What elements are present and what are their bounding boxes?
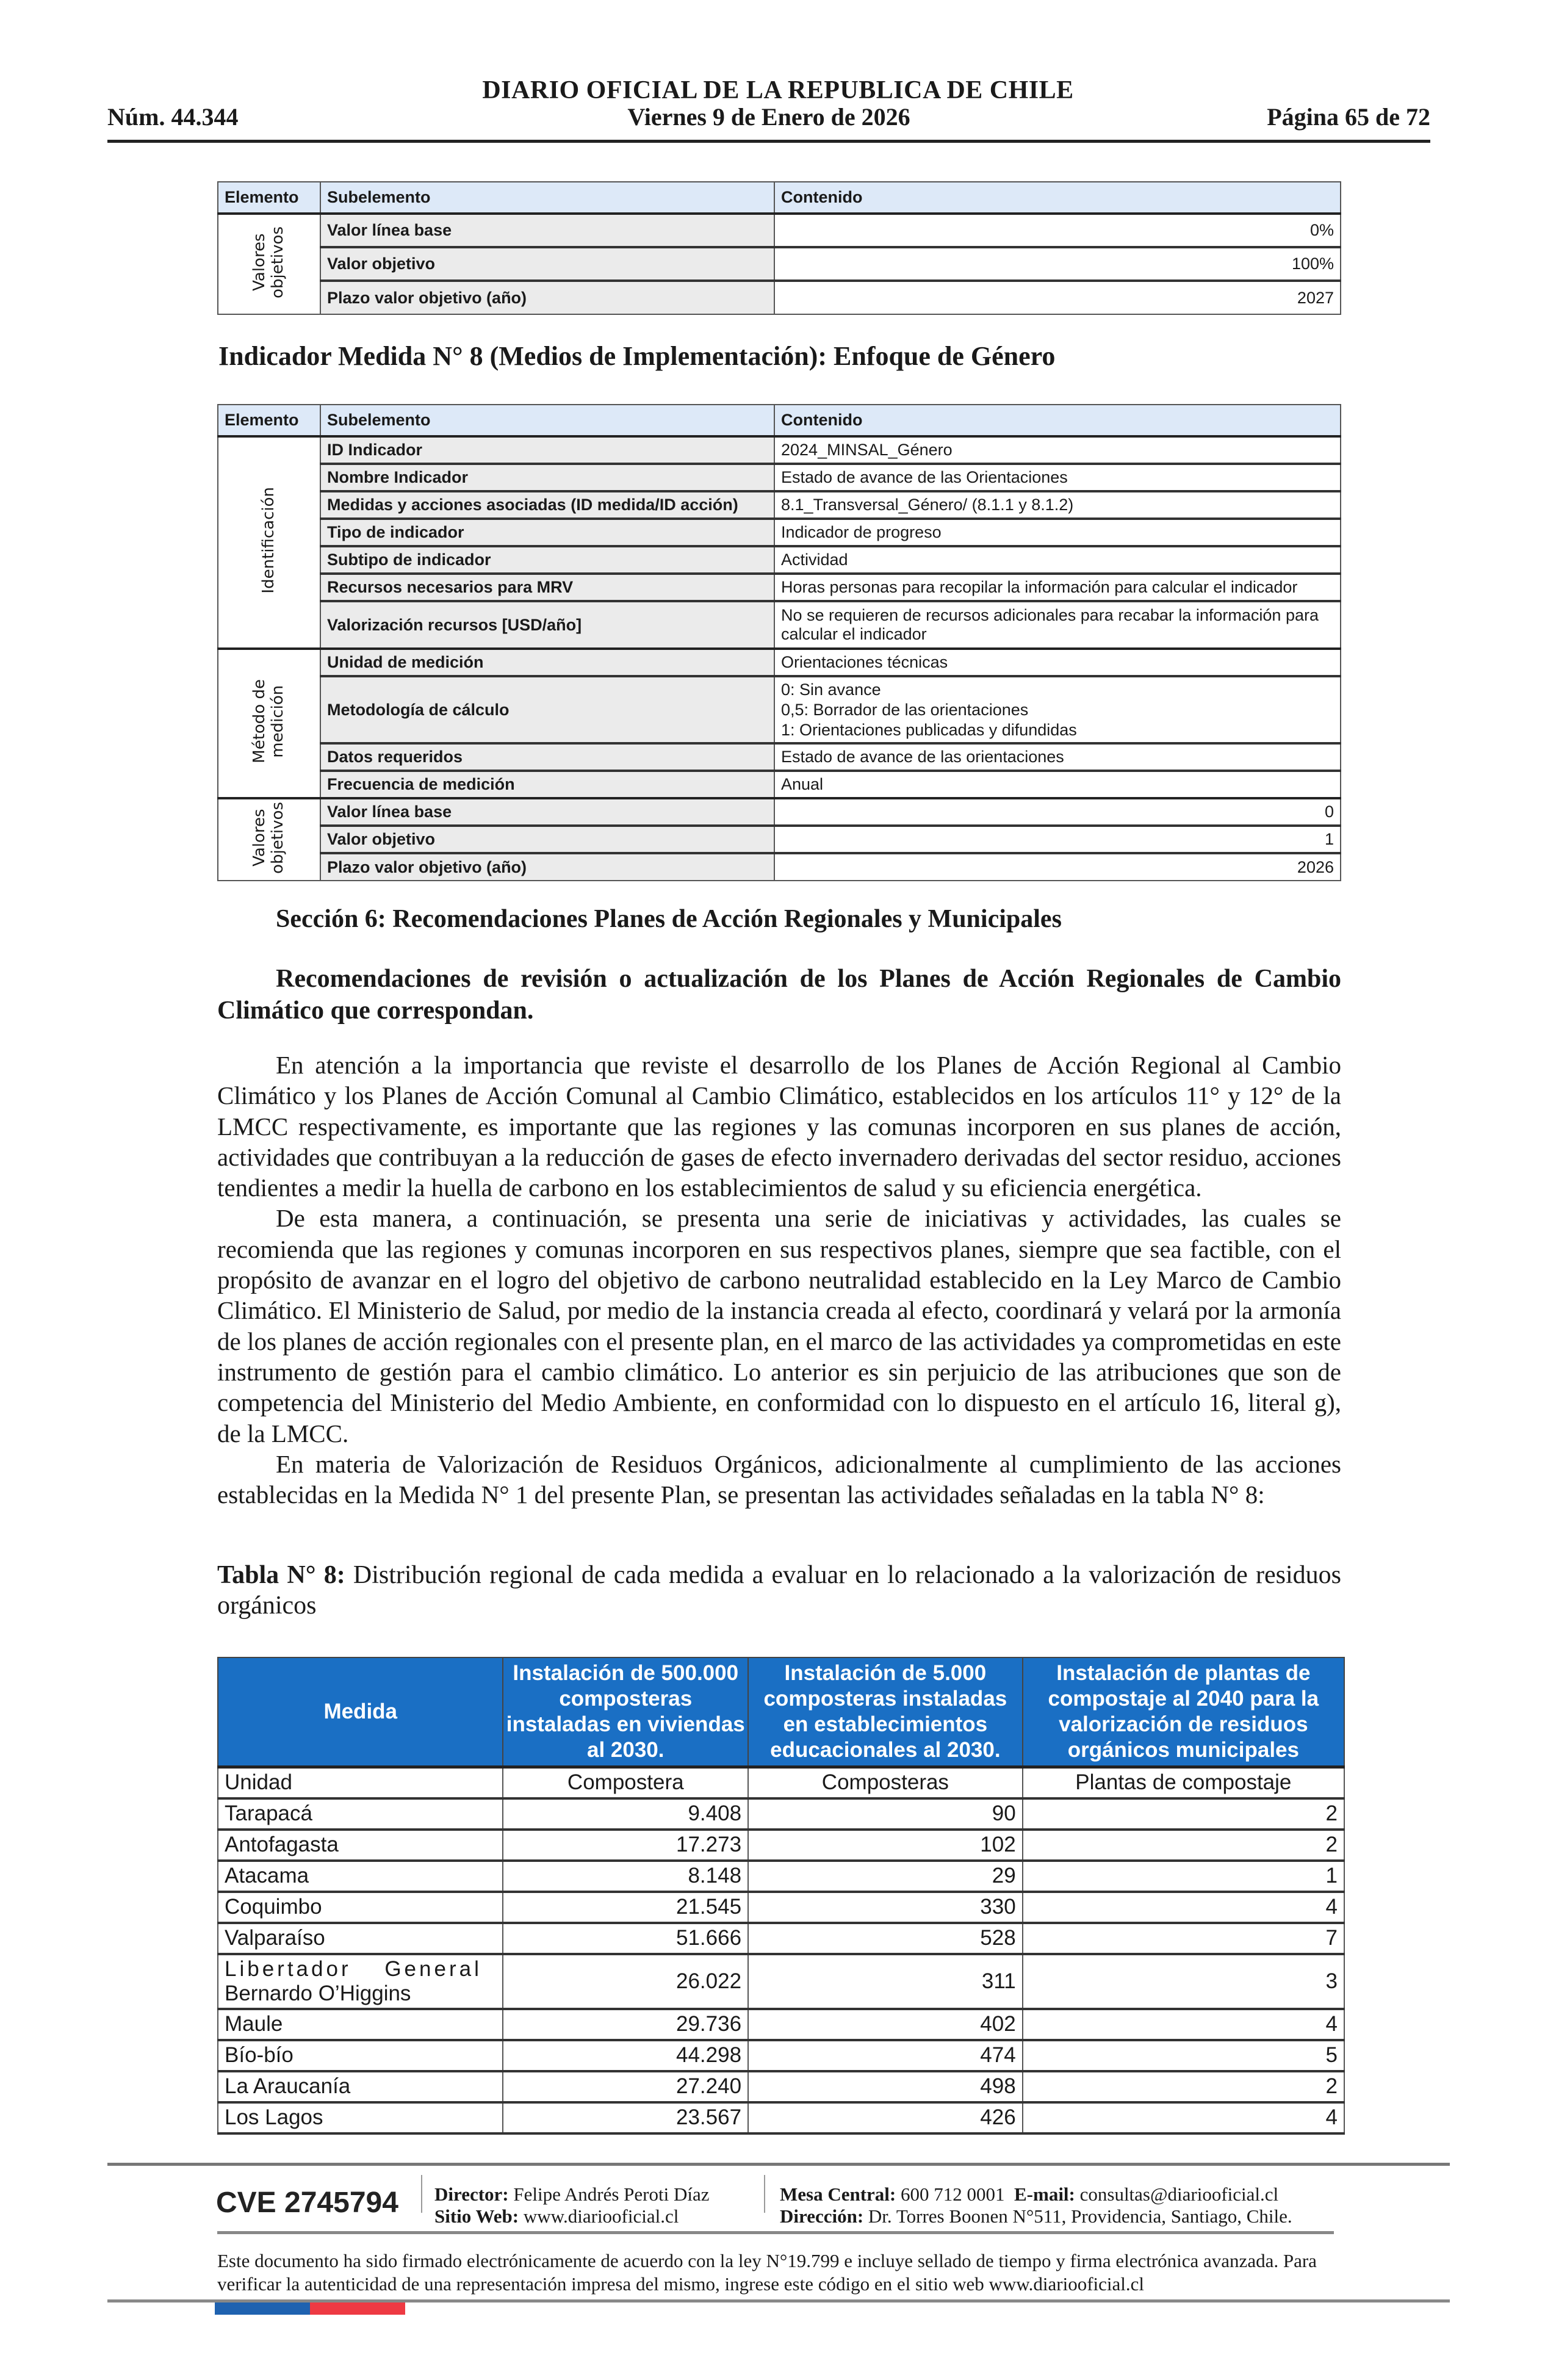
table-row xyxy=(218,601,1341,649)
cell-value: 2 xyxy=(1023,2071,1344,2102)
footer-separator xyxy=(421,2175,422,2213)
method-line: 1: Orientaciones publicadas y difundidas xyxy=(781,720,1077,739)
phone-label: Mesa Central: xyxy=(780,2183,896,2205)
cell-value: 3 xyxy=(1023,1954,1344,2009)
cell-value: 498 xyxy=(748,2071,1023,2102)
col-header-subelemento: Subelemento xyxy=(320,405,774,436)
subelement-label: Medidas y acciones asociadas (ID medida/ID acción) xyxy=(320,491,774,519)
subelement-label: Plazo valor objetivo (año) xyxy=(320,281,774,314)
cell-value: 27.240 xyxy=(503,2071,748,2102)
content-value: 2027 xyxy=(774,281,1341,314)
table-row xyxy=(218,546,1341,574)
col-header-elemento: Elemento xyxy=(218,405,320,436)
section-body xyxy=(217,1050,1341,1510)
email-link[interactable]: consultas@diariooficial.cl xyxy=(1075,2183,1279,2205)
table-row xyxy=(218,853,1341,881)
content-value: 0% xyxy=(774,214,1341,247)
indicator-heading: Indicador Medida N° 8 (Medios de Implementación): Enfoque de Género xyxy=(218,341,1056,371)
table-header-row xyxy=(218,1657,1344,1767)
col-header-contenido: Contenido xyxy=(774,182,1341,214)
table-row xyxy=(218,464,1341,491)
table-caption-text: Distribución regional de cada medida a evaluar en lo relacionado a la valorización de residuos orgánicos xyxy=(217,1561,1341,1620)
header-divider xyxy=(107,140,1430,143)
paragraph: En materia de Valorización de Residuos Orgánicos, adicionalmente al cumplimiento de las acciones establecidas en la Medida N° 1 del presente Plan, se presentan las actividades señaladas en la tabla N° 8: xyxy=(217,1449,1341,1509)
table-row xyxy=(218,281,1341,314)
content-value: Horas personas para recopilar la información para calcular el indicador xyxy=(774,574,1341,601)
cell-value: 17.273 xyxy=(503,1830,748,1861)
group-label-metodo-medicion: Método de medición xyxy=(218,649,320,798)
method-line: 0,5: Borrador de las orientaciones xyxy=(781,700,1029,719)
subelement-label: ID Indicador xyxy=(320,436,774,464)
cell-value: 21.545 xyxy=(503,1892,748,1923)
cell-value: 2 xyxy=(1023,1830,1344,1861)
table-row xyxy=(218,743,1341,771)
director-name: Felipe Andrés Peroti Díaz xyxy=(508,2183,710,2205)
table-row xyxy=(218,649,1341,676)
cell-value: 90 xyxy=(748,1798,1023,1830)
cell-value: 4 xyxy=(1023,2102,1344,2133)
cell-value: 426 xyxy=(748,2102,1023,2133)
subelement-label: Plazo valor objetivo (año) xyxy=(320,853,774,881)
cell-value: 311 xyxy=(748,1954,1023,2009)
cell-value: 1 xyxy=(1023,1861,1344,1892)
table-row xyxy=(218,491,1341,519)
electronic-signature-notice: Este documento ha sido firmado electrónicamente de acuerdo con la ley N°19.799 e incluye sellado de tiempo y firma electrónica avanzada. Para verificar la autenticidad de una representación impresa del mismo, ingrese este código en el sitio web www.diariooficial.cl xyxy=(217,2250,1317,2295)
paragraph: De esta manera, a continuación, se presenta una serie de iniciativas y actividades, las cuales se recomienda que las regiones y comunas incorporen en sus respectivos planes, siempre que sea factible, con el propósito de avanzar en el logro del objetivo de carbono neutralidad establecido en la Ley Marco de Cambio Climático. El Ministerio de Salud, por medio de la instancia creada al efecto, coordinará y velará por la armonía de los planes de acción regionales con el presente plan, en el marco de las actividades ya comprometidas en este instrumento de gestión para el cambio climático. Lo anterior es sin perjuicio de las atribuciones que son de competencia del Ministerio del Medio Ambiente, en conformidad con lo dispuesto en el artículo 16, literal g), de la LMCC. xyxy=(217,1204,1341,1448)
footer-director-block xyxy=(434,2183,710,2227)
content-value: 0 xyxy=(774,798,1341,826)
subelement-label: Datos requeridos xyxy=(320,743,774,771)
subelement-label: Valor línea base xyxy=(320,798,774,826)
cve-code: CVE 2745794 xyxy=(216,2187,398,2219)
content-value: Orientaciones técnicas xyxy=(774,649,1341,676)
phone-number: 600 712 0001 xyxy=(896,2183,1005,2205)
col-header-subelemento: Subelemento xyxy=(320,182,774,214)
section-title: Sección 6: Recomendaciones Planes de Acción Regionales y Municipales xyxy=(276,905,1062,933)
indicator-table xyxy=(217,404,1341,881)
header-row xyxy=(107,103,1430,137)
region-name: Libertador General Bernardo O’Higgins xyxy=(218,1954,503,2009)
section-subtitle: Recomendaciones de revisión o actualización de los Planes de Acción Regionales de Cambio Climático que correspondan. xyxy=(217,965,1341,1025)
subelement-label: Nombre Indicador xyxy=(320,464,774,491)
content-value: 8.1_Transversal_Género/ (8.1.1 y 8.1.2) xyxy=(774,491,1341,519)
cell-value: 474 xyxy=(748,2040,1023,2071)
cell-value: 51.666 xyxy=(503,1923,748,1954)
content-value: Anual xyxy=(774,771,1341,798)
newspaper-title: DIARIO OFICIAL DE LA REPUBLICA DE CHILE xyxy=(482,76,1074,104)
region-name: Maule xyxy=(218,2009,503,2040)
address-label: Dirección: xyxy=(780,2205,864,2227)
subelement-label: Metodología de cálculo xyxy=(320,676,774,743)
cell-value: 23.567 xyxy=(503,2102,748,2133)
cell-value: 528 xyxy=(748,1923,1023,1954)
cell-value: 4 xyxy=(1023,2009,1344,2040)
table-row xyxy=(218,2040,1344,2071)
subelement-label: Frecuencia de medición xyxy=(320,771,774,798)
group-label-valores-objetivos: Valores objetivos xyxy=(218,798,320,881)
col-header-elemento: Elemento xyxy=(218,182,320,214)
table-row xyxy=(218,676,1341,743)
cell-value: 8.148 xyxy=(503,1861,748,1892)
content-value: No se requieren de recursos adicionales para recabar la información para calcular el indicador xyxy=(774,601,1341,649)
issue-number: Núm. 44.344 xyxy=(107,103,239,131)
subelement-label: Valor objetivo xyxy=(320,247,774,281)
content-value: 2026 xyxy=(774,853,1341,881)
website-label: Sitio Web: xyxy=(434,2205,519,2227)
indicator-table-continued xyxy=(217,181,1341,315)
table-row xyxy=(218,1861,1344,1892)
footer-contact-block xyxy=(780,2183,1292,2227)
subelement-label: Subtipo de indicador xyxy=(320,546,774,574)
subelement-label: Unidad de medición xyxy=(320,649,774,676)
table-row xyxy=(218,2102,1344,2133)
cell-value: 29 xyxy=(748,1861,1023,1892)
region-name: Coquimbo xyxy=(218,1892,503,1923)
cell-value: 4 xyxy=(1023,1892,1344,1923)
cell-value: 2 xyxy=(1023,1798,1344,1830)
table-row xyxy=(218,214,1341,247)
flag-stripe-blue xyxy=(215,2302,310,2315)
subelement-label: Valor objetivo xyxy=(320,826,774,853)
cell-value: 402 xyxy=(748,2009,1023,2040)
content-value: Indicador de progreso xyxy=(774,519,1341,546)
table-row xyxy=(218,519,1341,546)
table-row xyxy=(218,574,1341,601)
footer-divider-top xyxy=(107,2163,1450,2166)
content-value: 2024_MINSAL_Género xyxy=(774,436,1341,464)
page-indicator: Página 65 de 72 xyxy=(1267,103,1430,131)
table-row xyxy=(218,1923,1344,1954)
cell-value: 26.022 xyxy=(503,1954,748,2009)
content-value: Actividad xyxy=(774,546,1341,574)
regional-distribution-table xyxy=(217,1657,1345,2135)
table-caption-label: Tabla N° 8: xyxy=(217,1561,345,1589)
paragraph: En atención a la importancia que reviste el desarrollo de los Planes de Acción Regional al Cambio Climático y los Planes de Acción Comunal al Cambio Climático, establecidos en los artículos 11° y 12° de la LMCC respectivamente, es importante que las regiones y las comunas incorporen en sus planes de acción, actividades que contribuyan a la reducción de gases de efecto invernadero derivadas del sector residuo, acciones tendientes a medir la huella de carbono en los establecimientos de salud y su eficiencia energética. xyxy=(217,1051,1341,1202)
table-row xyxy=(218,2009,1344,2040)
table-header-row xyxy=(218,405,1341,436)
table-row xyxy=(218,1798,1344,1830)
website-link[interactable]: www.diariooficial.cl xyxy=(519,2205,679,2227)
table-row xyxy=(218,1892,1344,1923)
address-text: Dr. Torres Boonen N°511, Providencia, Santiago, Chile. xyxy=(863,2205,1292,2227)
table-row xyxy=(218,798,1341,826)
region-name: La Araucanía xyxy=(218,2071,503,2102)
cell-value: 330 xyxy=(748,1892,1023,1923)
table-header-row xyxy=(218,182,1341,214)
subelement-label: Valorización recursos [USD/año] xyxy=(320,601,774,649)
table-row xyxy=(218,771,1341,798)
region-name: Bío-bío xyxy=(218,2040,503,2071)
issue-date: Viernes 9 de Enero de 2026 xyxy=(627,103,910,131)
col-header-plantas-compostaje: Instalación de plantas de compostaje al 2040 para la valorización de residuos orgánicos municipales xyxy=(1023,1657,1344,1767)
method-line: 0: Sin avance xyxy=(781,680,881,699)
cell-value: 5 xyxy=(1023,2040,1344,2071)
unit-value: Plantas de compostaje xyxy=(1023,1767,1344,1798)
content-value: 100% xyxy=(774,247,1341,281)
group-label-identificacion: Identificación xyxy=(218,436,320,649)
content-value: Estado de avance de las Orientaciones xyxy=(774,464,1341,491)
region-name: Tarapacá xyxy=(218,1798,503,1830)
footer-separator xyxy=(764,2175,765,2213)
footer-divider-middle xyxy=(217,2231,1334,2234)
subelement-label: Tipo de indicador xyxy=(320,519,774,546)
content-value xyxy=(774,676,1341,743)
table-row xyxy=(218,1830,1344,1861)
table-caption xyxy=(217,1560,1341,1621)
unit-label: Unidad xyxy=(218,1767,503,1798)
content-value: 1 xyxy=(774,826,1341,853)
unit-row xyxy=(218,1767,1344,1798)
cell-value: 9.408 xyxy=(503,1798,748,1830)
subelement-label: Valor línea base xyxy=(320,214,774,247)
table-row xyxy=(218,247,1341,281)
col-header-composteras-establecimientos: Instalación de 5.000 composteras instaladas en establecimientos educacionales al 2030. xyxy=(748,1657,1023,1767)
table-row xyxy=(218,2071,1344,2102)
col-header-composteras-viviendas: Instalación de 500.000 composteras instaladas en viviendas al 2030. xyxy=(503,1657,748,1767)
col-header-medida: Medida xyxy=(218,1657,503,1767)
region-name: Antofagasta xyxy=(218,1830,503,1861)
unit-value: Composteras xyxy=(748,1767,1023,1798)
cell-value: 29.736 xyxy=(503,2009,748,2040)
group-label-valores-objetivos: Valores objetivos xyxy=(218,214,320,314)
content-value: Estado de avance de las orientaciones xyxy=(774,743,1341,771)
cell-value: 7 xyxy=(1023,1923,1344,1954)
table-row xyxy=(218,826,1341,853)
email-label: E-mail: xyxy=(1014,2183,1075,2205)
region-name: Atacama xyxy=(218,1861,503,1892)
cell-value: 102 xyxy=(748,1830,1023,1861)
region-name: Los Lagos xyxy=(218,2102,503,2133)
subelement-label: Recursos necesarios para MRV xyxy=(320,574,774,601)
table-row xyxy=(218,1954,1344,2009)
region-name: Valparaíso xyxy=(218,1923,503,1954)
flag-stripe-red xyxy=(310,2302,405,2315)
director-label: Director: xyxy=(434,2183,509,2205)
col-header-contenido: Contenido xyxy=(774,405,1341,436)
cell-value: 44.298 xyxy=(503,2040,748,2071)
unit-value: Compostera xyxy=(503,1767,748,1798)
table-row xyxy=(218,436,1341,464)
